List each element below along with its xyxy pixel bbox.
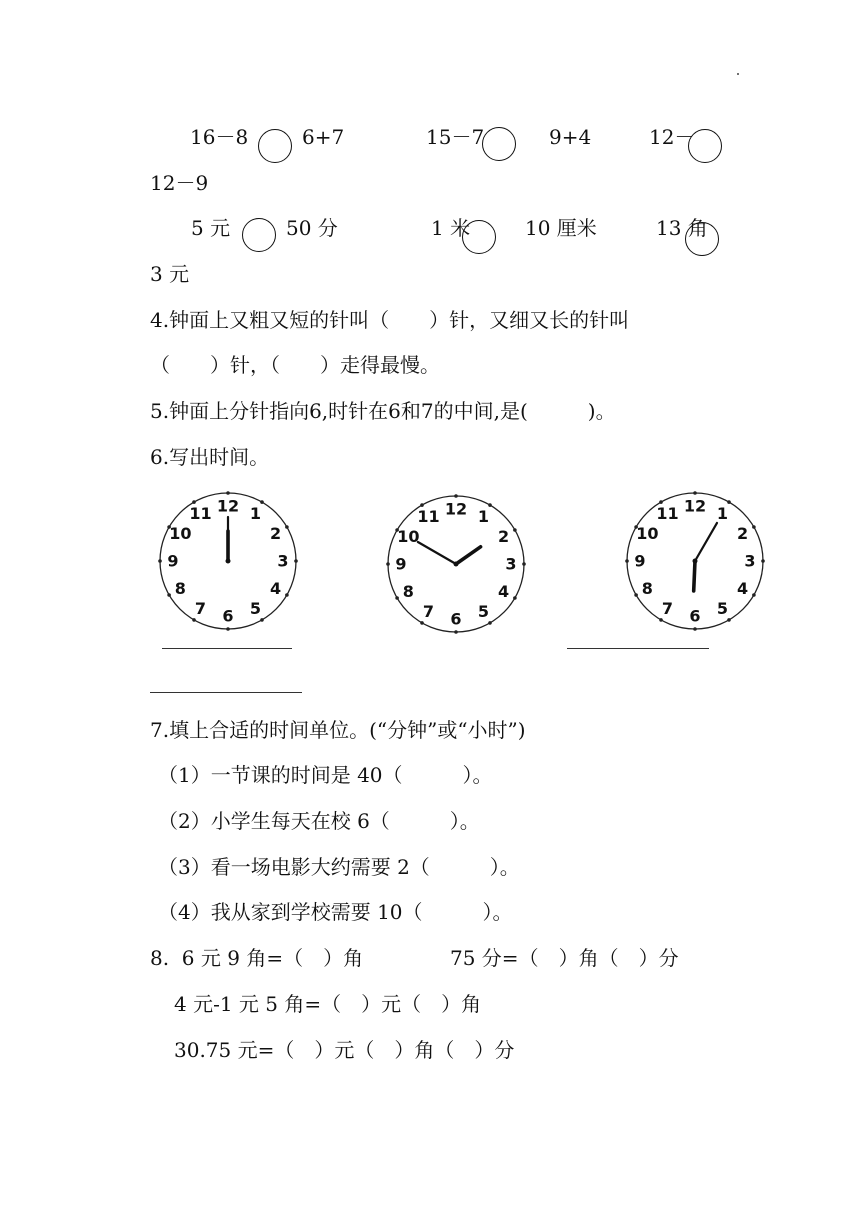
- hour-hand: [456, 547, 481, 564]
- clock-center: [454, 562, 459, 567]
- clock-tick: [395, 596, 399, 600]
- clock-tick: [752, 525, 756, 529]
- clock-number: 1: [716, 503, 729, 523]
- clock-number: 5: [249, 599, 262, 619]
- question-7-item: （4）我从家到学校需要 10（ ）。: [158, 900, 513, 924]
- clock-tick: [226, 627, 230, 631]
- clock-face: [624, 490, 766, 632]
- expr-text: 6+7: [302, 125, 345, 149]
- answer-line[interactable]: [567, 648, 709, 649]
- question-5: 5.钟面上分针指向6,时针在6和7的中间,是( )。: [150, 399, 616, 423]
- clock-number: 8: [641, 579, 653, 598]
- clock-tick: [158, 559, 162, 563]
- clock-tick: [192, 618, 196, 622]
- question-8-part: 75 分=（ ）角（ ）分: [450, 946, 679, 970]
- clock-number: 12: [216, 496, 240, 516]
- clock-number: 3: [505, 554, 517, 574]
- clock-tick: [727, 618, 731, 622]
- compare-circle[interactable]: [258, 129, 292, 163]
- clock-tick: [659, 618, 663, 622]
- clock-face: [385, 493, 527, 635]
- answer-line[interactable]: [162, 648, 292, 649]
- clock-tick: [260, 618, 264, 622]
- question-7-item: （3）看一场电影大约需要 2（ ）。: [158, 855, 520, 879]
- minute-hand: [695, 523, 717, 561]
- question-7-title: 7.填上合适的时间单位。(“分钟”或“小时”): [150, 718, 526, 742]
- clock-number: 9: [395, 554, 407, 574]
- hour-hand: [694, 561, 695, 591]
- clock-tick: [167, 593, 171, 597]
- clock-number: 7: [422, 602, 435, 622]
- question-4-line-2: （ ）针，（ ）走得最慢。: [150, 353, 440, 377]
- clock-tick: [226, 491, 230, 495]
- expr-text: 12－9: [150, 171, 209, 195]
- clock-center: [693, 559, 698, 564]
- clock-number: 9: [634, 551, 646, 571]
- clock-face: [157, 490, 299, 632]
- clock-tick: [761, 559, 765, 563]
- clock-number: 11: [656, 503, 679, 523]
- question-7-item: （2）小学生每天在校 6（ ）。: [158, 809, 480, 833]
- clock-number: 2: [270, 524, 282, 543]
- clock-tick: [386, 562, 390, 566]
- compare-circle[interactable]: [482, 127, 516, 161]
- compare-circle[interactable]: [242, 218, 276, 252]
- clock-tick: [285, 525, 289, 529]
- question-4-line-1: 4.钟面上又粗又短的针叫（ ）针，又细又长的针叫: [150, 308, 630, 332]
- expr-text: 13 角: [656, 216, 708, 240]
- clock-number: 11: [189, 503, 212, 523]
- expr-text: 3 元: [150, 262, 190, 286]
- clock-number: 7: [661, 599, 674, 619]
- answer-line[interactable]: [150, 692, 302, 693]
- question-8-part: 8. 6 元 9 角=（ ）角: [150, 946, 364, 970]
- clock-tick: [752, 593, 756, 597]
- clock-center: [226, 559, 231, 564]
- clock-number: 4: [498, 582, 510, 601]
- expr-text: 10 厘米: [525, 216, 597, 240]
- compare-circle[interactable]: [462, 220, 496, 254]
- clock-tick: [488, 621, 492, 625]
- question-8-part: 30.75 元=（ ）元（ ）角（ ）分: [174, 1038, 515, 1062]
- clock-number: 5: [477, 602, 490, 622]
- expr-text: 5 元: [191, 216, 231, 240]
- clock-tick: [693, 491, 697, 495]
- clock-tick: [522, 562, 526, 566]
- compare-circle[interactable]: [685, 222, 719, 256]
- clock-number: 10: [636, 524, 659, 543]
- clock-tick: [454, 630, 458, 634]
- question-6-title: 6.写出时间。: [150, 445, 270, 469]
- clock-number: 10: [169, 524, 192, 543]
- clock-number: 6: [689, 606, 701, 626]
- clock-tick: [420, 621, 424, 625]
- question-8-part: 4 元-1 元 5 角=（ ）元（ ）角: [174, 992, 482, 1016]
- minute-hand: [418, 542, 456, 564]
- clock-number: 6: [222, 606, 234, 626]
- clock-tick: [454, 494, 458, 498]
- clock-number: 3: [277, 551, 289, 571]
- clock-tick: [513, 528, 517, 532]
- clock-number: 8: [402, 582, 414, 601]
- clock-number: 6: [450, 609, 462, 629]
- compare-circle[interactable]: [688, 129, 722, 163]
- clock-number: 7: [194, 599, 207, 619]
- clock-tick: [285, 593, 289, 597]
- clock-number: 1: [477, 506, 490, 526]
- clock-tick: [513, 596, 517, 600]
- clock-number: 3: [744, 551, 756, 571]
- clock-number: 2: [498, 527, 510, 546]
- clock-number: 10: [397, 527, 420, 546]
- expr-text: 9+4: [549, 125, 592, 149]
- clock-number: 1: [249, 503, 262, 523]
- expr-text: 50 分: [286, 216, 338, 240]
- clock-number: 11: [417, 506, 440, 526]
- expr-text: 1 米: [431, 216, 471, 240]
- page-dot: [737, 73, 739, 75]
- clock-number: 5: [716, 599, 729, 619]
- clock-number: 12: [444, 499, 468, 519]
- expr-text: 15－7: [426, 125, 485, 149]
- clock-number: 9: [167, 551, 179, 571]
- clock-number: 4: [270, 579, 282, 598]
- clock-tick: [294, 559, 298, 563]
- clock-number: 8: [174, 579, 186, 598]
- clock-tick: [634, 593, 638, 597]
- clock-number: 12: [683, 496, 707, 516]
- clock-tick: [625, 559, 629, 563]
- clock-number: 4: [737, 579, 749, 598]
- expr-text: 12－: [649, 125, 695, 149]
- question-7-item: （1）一节课的时间是 40（ ）。: [158, 763, 493, 787]
- clock-tick: [693, 627, 697, 631]
- clock-number: 2: [737, 524, 749, 543]
- expr-text: 16－8: [190, 125, 249, 149]
